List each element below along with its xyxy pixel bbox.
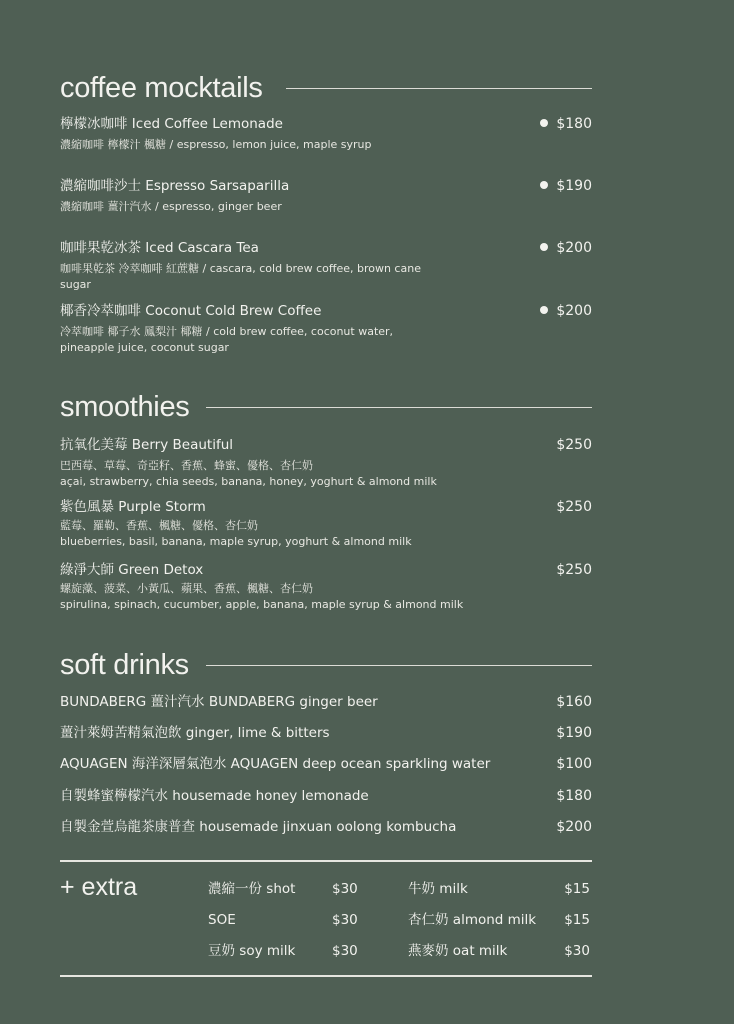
- item-name: 紫色風暴 Purple Storm: [60, 499, 206, 515]
- item-description: 濃縮咖啡 檸檬汁 楓糖 / espresso, lemon juice, maple syrup: [60, 138, 372, 151]
- item-price: $190: [540, 177, 592, 195]
- extra-item-name: 杏仁奶 almond milk: [408, 912, 537, 928]
- extra-item-name: 濃縮一份 shot: [208, 881, 296, 897]
- item-description: [60, 518, 520, 550]
- section-header-soft-drinks: [60, 647, 592, 687]
- item-name: 椰香冷萃咖啡 Coconut Cold Brew Coffee: [60, 303, 322, 319]
- item-name: 薑汁萊姆苦精氣泡飲 ginger, lime & bitters: [60, 725, 330, 741]
- item-description-zh: 螺旋藻、菠菜、小黃瓜、蘋果、香蕉、楓糖、杏仁奶: [60, 582, 313, 595]
- item-price: $160: [556, 694, 592, 710]
- extra-item-price: $30: [332, 912, 358, 928]
- bullet-icon: [540, 119, 548, 127]
- extra-item-name: 豆奶 soy milk: [208, 943, 296, 959]
- item-price: $100: [556, 756, 592, 772]
- item-description: [60, 458, 520, 490]
- item-description-zh: 巴西莓、草莓、奇亞籽、香蕉、蜂蜜、優格、杏仁奶: [60, 459, 313, 472]
- menu-item-honey-lemonade: [60, 787, 592, 807]
- item-price: $250: [556, 562, 592, 578]
- item-description-en: açai, strawberry, chia seeds, banana, honey, yoghurt & almond milk: [60, 475, 437, 488]
- item-name: 濃縮咖啡沙士 Espresso Sarsaparilla: [60, 178, 290, 194]
- menu-item-kombucha: [60, 818, 592, 838]
- extra-item-name: 燕麥奶 oat milk: [408, 943, 508, 959]
- item-price: $190: [556, 725, 592, 741]
- extra-item-price: $15: [564, 881, 590, 897]
- section-title: smoothies: [60, 391, 190, 423]
- item-description-en: spirulina, spinach, cucumber, apple, banana, maple syrup & almond milk: [60, 598, 464, 611]
- extra-item-name: 牛奶 milk: [408, 881, 468, 897]
- item-price: $200: [540, 239, 592, 257]
- extra-item-name: SOE: [208, 912, 236, 928]
- item-description: 冷萃咖啡 椰子水 鳳梨汁 椰糖 / cold brew coffee, coconut water, pineapple juice, coconut sugar: [60, 325, 394, 354]
- section-header-smoothies: [60, 389, 592, 429]
- item-description: [60, 581, 520, 613]
- menu-item-bundaberg: [60, 693, 592, 713]
- item-name: BUNDABERG 薑汁汽水 BUNDABERG ginger beer: [60, 694, 378, 710]
- item-price: $180: [556, 788, 592, 804]
- extra-top-divider: [60, 860, 592, 862]
- item-price: $200: [556, 819, 592, 835]
- item-description: 濃縮咖啡 薑汁汽水 / espresso, ginger beer: [60, 200, 282, 213]
- section-title: soft drinks: [60, 649, 189, 681]
- item-name: 咖啡果乾冰茶 Iced Cascara Tea: [60, 240, 259, 256]
- item-price: $200: [540, 302, 592, 320]
- item-price: $180: [540, 115, 592, 133]
- bullet-icon: [540, 243, 548, 251]
- menu-item-aquagen: [60, 755, 592, 775]
- section-divider: [286, 88, 592, 89]
- item-name: 綠淨大師 Green Detox: [60, 562, 204, 578]
- item-description-en: blueberries, basil, banana, maple syrup, yoghurt & almond milk: [60, 535, 412, 548]
- item-name: 自製蜂蜜檸檬汽水 housemade honey lemonade: [60, 788, 369, 804]
- item-name: 抗氧化美莓 Berry Beautiful: [60, 437, 234, 453]
- section-divider: [206, 665, 592, 666]
- section-header-coffee-mocktails: [60, 70, 592, 110]
- bullet-icon: [540, 181, 548, 189]
- bullet-icon: [540, 306, 548, 314]
- extra-item-price: $15: [564, 912, 590, 928]
- extra-item-price: $30: [564, 943, 590, 959]
- section-title: coffee mocktails: [60, 72, 263, 104]
- section-divider: [206, 407, 592, 408]
- extra-item-price: $30: [332, 881, 358, 897]
- item-description-zh: 藍莓、羅勒、香蕉、楓糖、優格、杏仁奶: [60, 519, 258, 532]
- item-price: $250: [556, 437, 592, 453]
- extra-item-price: $30: [332, 943, 358, 959]
- item-description: 咖啡果乾茶 冷萃咖啡 紅蔗糖 / cascara, cold brew coffee, brown cane sugar: [60, 262, 421, 291]
- extra-bottom-divider: [60, 975, 592, 977]
- menu-item-ginger-lime-bitters: [60, 724, 592, 744]
- item-name: AQUAGEN 海洋深層氣泡水 AQUAGEN deep ocean sparkling water: [60, 756, 491, 772]
- item-name: 自製金萱烏龍茶康普查 housemade jinxuan oolong kombucha: [60, 819, 457, 835]
- item-name: 檸檬冰咖啡 Iced Coffee Lemonade: [60, 116, 283, 132]
- item-price: $250: [556, 499, 592, 515]
- extra-title: + extra: [60, 873, 138, 901]
